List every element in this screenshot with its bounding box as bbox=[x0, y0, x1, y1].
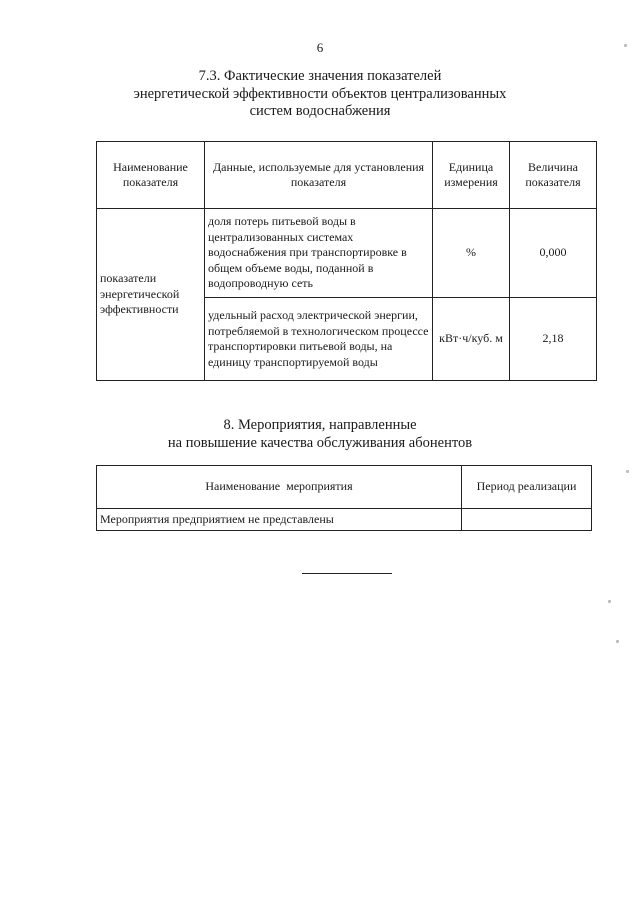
table-header-row bbox=[97, 466, 592, 509]
end-separator-line bbox=[302, 573, 392, 574]
scan-speck bbox=[624, 44, 627, 47]
section-7-3-title-line-1: 7.3. Фактические значения показателей bbox=[198, 68, 442, 84]
page-number: 6 bbox=[316, 40, 324, 55]
section-7-3-title-line-3: систем водоснабжения bbox=[249, 103, 391, 119]
table-row bbox=[97, 509, 592, 531]
row-unit: % bbox=[433, 209, 510, 298]
scan-speck bbox=[616, 640, 619, 643]
section-7-3-title-line-2: энергетической эффективности объектов централизованных bbox=[133, 85, 507, 102]
measures-table bbox=[96, 465, 592, 531]
energy-efficiency-table bbox=[96, 141, 597, 381]
row-source-data: доля потерь питьевой воды в централизованных системах водоснабжения при транспортировке в общем объеме воды, поданной в водопроводную сеть bbox=[205, 209, 433, 298]
section-7-3-title bbox=[0, 68, 640, 121]
scan-speck bbox=[626, 470, 629, 473]
row-source-data: удельный расход электрической энергии, потребляемой в технологическом процессе транспортировки питьевой воды, на единицу транспортируемой воды bbox=[205, 298, 433, 381]
section-8-title-line-2: на повышение качества обслуживания абонентов bbox=[167, 434, 473, 451]
section-8-title-line-1: 8. Мероприятия, направленные bbox=[223, 417, 417, 433]
indicator-group-name: показатели энергетической эффективности bbox=[97, 209, 205, 381]
table-header-row bbox=[97, 142, 597, 209]
header-measure-name: Наименование мероприятия bbox=[97, 466, 462, 509]
header-value: Величина показателя bbox=[510, 142, 597, 209]
row-value: 2,18 bbox=[510, 298, 597, 381]
header-indicator-name: Наименование показателя bbox=[97, 142, 205, 209]
header-period: Период реализации bbox=[462, 466, 592, 509]
row-value: 0,000 bbox=[510, 209, 597, 298]
header-unit: Единица измерения bbox=[433, 142, 510, 209]
section-8-title bbox=[0, 417, 640, 452]
row-unit: кВт·ч/куб. м bbox=[433, 298, 510, 381]
measure-name-cell: Мероприятия предприятием не представлены bbox=[97, 509, 462, 531]
scan-speck bbox=[608, 600, 611, 603]
header-source-data: Данные, используемые для установления показателя bbox=[205, 142, 433, 209]
measure-period-cell bbox=[462, 509, 592, 531]
table-row bbox=[97, 209, 597, 298]
